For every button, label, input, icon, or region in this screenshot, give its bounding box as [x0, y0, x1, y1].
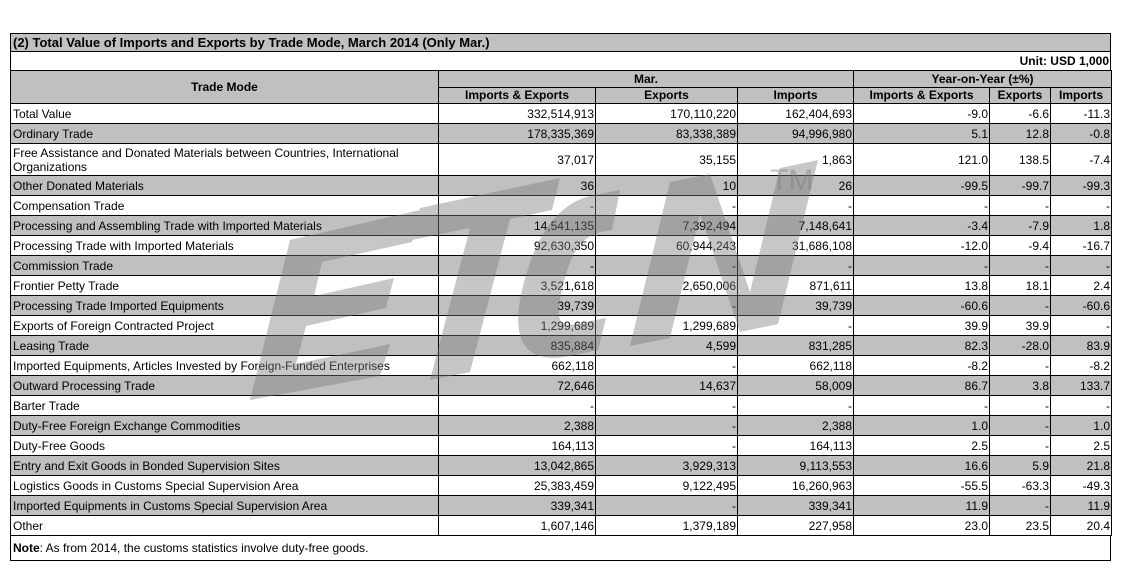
yoy-exports-cell: -63.3	[990, 476, 1051, 496]
table-row	[11, 416, 1112, 436]
yoy-imports-cell: 133.7	[1051, 376, 1112, 396]
imports-cell: 831,285	[738, 336, 854, 356]
table-body	[11, 104, 1112, 536]
header-yoy-exports: Exports	[990, 87, 1051, 104]
yoy-exports-cell: -	[990, 396, 1051, 416]
trade-mode-cell: Frontier Petty Trade	[11, 276, 439, 296]
table-row	[11, 276, 1112, 296]
imports-exports-cell: 13,042,865	[439, 456, 596, 476]
table-row	[11, 476, 1112, 496]
header-yoy: Year-on-Year (±%)	[854, 71, 1112, 88]
note-label: Note	[13, 541, 40, 555]
imports-cell: 871,611	[738, 276, 854, 296]
yoy-imports-cell: 1.0	[1051, 416, 1112, 436]
imports-exports-cell: 92,630,350	[439, 236, 596, 256]
yoy-imports-cell: -7.4	[1051, 144, 1112, 176]
imports-exports-cell: 339,341	[439, 496, 596, 516]
imports-exports-cell: 178,335,369	[439, 124, 596, 144]
watermark-tm: TM	[770, 164, 814, 197]
imports-cell: 7,148,641	[738, 216, 854, 236]
exports-cell: 1,379,189	[596, 516, 738, 536]
exports-cell: -	[596, 436, 738, 456]
imports-cell: -	[738, 196, 854, 216]
exports-cell: 1,299,689	[596, 316, 738, 336]
table-row	[11, 256, 1112, 276]
yoy-imports-cell: -0.8	[1051, 124, 1112, 144]
exports-cell: -	[596, 256, 738, 276]
yoy-imports-exports-cell: 82.3	[854, 336, 990, 356]
header-exports: Exports	[596, 87, 738, 104]
exports-cell: 7,392,494	[596, 216, 738, 236]
trade-mode-cell: Commission Trade	[11, 256, 439, 276]
yoy-exports-cell: 5.9	[990, 456, 1051, 476]
yoy-imports-exports-cell: -	[854, 196, 990, 216]
trade-mode-cell: Free Assistance and Donated Materials between Countries, International Organizations	[11, 144, 439, 176]
exports-cell: -	[596, 396, 738, 416]
imports-exports-cell: 39,739	[439, 296, 596, 316]
yoy-exports-cell: -	[990, 436, 1051, 456]
imports-cell: -	[738, 316, 854, 336]
exports-cell: 14,637	[596, 376, 738, 396]
imports-cell: 26	[738, 176, 854, 196]
exports-cell: 4,599	[596, 336, 738, 356]
yoy-exports-cell: -	[990, 416, 1051, 436]
yoy-exports-cell: -	[990, 496, 1051, 516]
exports-cell: -	[596, 296, 738, 316]
yoy-imports-cell: -8.2	[1051, 356, 1112, 376]
imports-cell: 39,739	[738, 296, 854, 316]
trade-mode-cell: Ordinary Trade	[11, 124, 439, 144]
yoy-imports-cell: 21.8	[1051, 456, 1112, 476]
trade-mode-cell: Processing Trade with Imported Materials	[11, 236, 439, 256]
exports-cell: -	[596, 356, 738, 376]
yoy-imports-cell: 11.9	[1051, 496, 1112, 516]
trade-mode-cell: Logistics Goods in Customs Special Supervision Area	[11, 476, 439, 496]
yoy-imports-exports-cell: -	[854, 396, 990, 416]
yoy-imports-cell: -	[1051, 316, 1112, 336]
table-row	[11, 356, 1112, 376]
yoy-exports-cell: -7.9	[990, 216, 1051, 236]
imports-cell: 9,113,553	[738, 456, 854, 476]
trade-mode-cell: Barter Trade	[11, 396, 439, 416]
yoy-exports-cell: 12.8	[990, 124, 1051, 144]
yoy-imports-exports-cell: -3.4	[854, 216, 990, 236]
table-row	[11, 436, 1112, 456]
table-row	[11, 516, 1112, 536]
yoy-imports-exports-cell: -60.6	[854, 296, 990, 316]
table-row	[11, 456, 1112, 476]
imports-cell: 2,388	[738, 416, 854, 436]
exports-cell: -	[596, 416, 738, 436]
trade-mode-cell: Other Donated Materials	[11, 176, 439, 196]
imports-cell: -	[738, 396, 854, 416]
yoy-imports-exports-cell: 23.0	[854, 516, 990, 536]
footnote	[10, 536, 1111, 561]
imports-exports-cell: 662,118	[439, 356, 596, 376]
note-text: : As from 2014, the customs statistics involve duty-free goods.	[39, 541, 369, 555]
trade-mode-cell: Total Value	[11, 104, 439, 124]
exports-cell: 60,944,243	[596, 236, 738, 256]
yoy-exports-cell: -	[990, 296, 1051, 316]
imports-exports-cell: 332,514,913	[439, 104, 596, 124]
trade-mode-cell: Duty-Free Foreign Exchange Commodities	[11, 416, 439, 436]
yoy-imports-exports-cell: 2.5	[854, 436, 990, 456]
imports-cell: 1,863	[738, 144, 854, 176]
imports-exports-cell: 1,607,146	[439, 516, 596, 536]
yoy-exports-cell: 138.5	[990, 144, 1051, 176]
exports-cell: 170,110,220	[596, 104, 738, 124]
trade-mode-table	[10, 70, 1112, 536]
yoy-imports-exports-cell: 5.1	[854, 124, 990, 144]
yoy-imports-cell: -49.3	[1051, 476, 1112, 496]
yoy-exports-cell: -	[990, 196, 1051, 216]
exports-cell: 3,929,313	[596, 456, 738, 476]
yoy-imports-exports-cell: -8.2	[854, 356, 990, 376]
yoy-imports-exports-cell: 39.9	[854, 316, 990, 336]
exports-cell: -	[596, 496, 738, 516]
exports-cell: 10	[596, 176, 738, 196]
imports-exports-cell: 2,388	[439, 416, 596, 436]
trade-mode-cell: Exports of Foreign Contracted Project	[11, 316, 439, 336]
yoy-imports-cell: 2.5	[1051, 436, 1112, 456]
yoy-imports-exports-cell: -99.5	[854, 176, 990, 196]
table-row	[11, 196, 1112, 216]
imports-exports-cell: 37,017	[439, 144, 596, 176]
imports-cell: 31,686,108	[738, 236, 854, 256]
imports-exports-cell: 25,383,459	[439, 476, 596, 496]
imports-cell: 94,996,980	[738, 124, 854, 144]
trade-table-container	[10, 33, 1111, 561]
imports-cell: 339,341	[738, 496, 854, 516]
imports-exports-cell: -	[439, 256, 596, 276]
table-row	[11, 396, 1112, 416]
table-row	[11, 144, 1112, 176]
trade-mode-cell: Outward Processing Trade	[11, 376, 439, 396]
yoy-imports-exports-cell: 13.8	[854, 276, 990, 296]
table-row	[11, 496, 1112, 516]
table-row	[11, 336, 1112, 356]
trade-mode-cell: Imported Equipments, Articles Invested by Foreign-Funded Enterprises	[11, 356, 439, 376]
trade-mode-cell: Leasing Trade	[11, 336, 439, 356]
imports-exports-cell: 164,113	[439, 436, 596, 456]
table-row	[11, 316, 1112, 336]
yoy-imports-cell: 20.4	[1051, 516, 1112, 536]
trade-mode-cell: Duty-Free Goods	[11, 436, 439, 456]
table-title: (2) Total Value of Imports and Exports by Trade Mode, March 2014 (Only Mar.)	[10, 33, 1111, 52]
imports-cell: 164,113	[738, 436, 854, 456]
yoy-imports-cell: -60.6	[1051, 296, 1112, 316]
yoy-imports-exports-cell: 11.9	[854, 496, 990, 516]
imports-exports-cell: 14,541,135	[439, 216, 596, 236]
yoy-imports-exports-cell: -55.5	[854, 476, 990, 496]
trade-mode-cell: Compensation Trade	[11, 196, 439, 216]
unit-label: Unit: USD 1,000	[10, 52, 1111, 70]
yoy-imports-cell: -16.7	[1051, 236, 1112, 256]
imports-cell: 662,118	[738, 356, 854, 376]
table-row	[11, 176, 1112, 196]
header-trade-mode: Trade Mode	[11, 71, 439, 104]
imports-cell: 16,260,963	[738, 476, 854, 496]
header-yoy-imports: Imports	[1051, 87, 1112, 104]
imports-exports-cell: 835,884	[439, 336, 596, 356]
exports-cell: 2,650,006	[596, 276, 738, 296]
yoy-exports-cell: -6.6	[990, 104, 1051, 124]
imports-exports-cell: 36	[439, 176, 596, 196]
yoy-imports-cell: 2.4	[1051, 276, 1112, 296]
exports-cell: 83,338,389	[596, 124, 738, 144]
imports-exports-cell: -	[439, 196, 596, 216]
imports-cell: 227,958	[738, 516, 854, 536]
table-row	[11, 104, 1112, 124]
table-row	[11, 236, 1112, 256]
yoy-imports-cell: -99.3	[1051, 176, 1112, 196]
imports-exports-cell: 1,299,689	[439, 316, 596, 336]
imports-exports-cell: 72,646	[439, 376, 596, 396]
yoy-imports-cell: -11.3	[1051, 104, 1112, 124]
yoy-exports-cell: -28.0	[990, 336, 1051, 356]
yoy-imports-cell: 83.9	[1051, 336, 1112, 356]
exports-cell: -	[596, 196, 738, 216]
yoy-imports-exports-cell: 86.7	[854, 376, 990, 396]
imports-cell: 162,404,693	[738, 104, 854, 124]
yoy-imports-exports-cell: -12.0	[854, 236, 990, 256]
yoy-exports-cell: 39.9	[990, 316, 1051, 336]
header-yoy-imports-exports: Imports & Exports	[854, 87, 990, 104]
yoy-imports-exports-cell: -	[854, 256, 990, 276]
trade-mode-cell: Processing and Assembling Trade with Imported Materials	[11, 216, 439, 236]
yoy-exports-cell: 18.1	[990, 276, 1051, 296]
imports-exports-cell: -	[439, 396, 596, 416]
table-row	[11, 376, 1112, 396]
exports-cell: 9,122,495	[596, 476, 738, 496]
table-row	[11, 216, 1112, 236]
table-row	[11, 124, 1112, 144]
yoy-imports-exports-cell: -9.0	[854, 104, 990, 124]
exports-cell: 35,155	[596, 144, 738, 176]
header-imports: Imports	[738, 87, 854, 104]
trade-mode-cell: Entry and Exit Goods in Bonded Supervision Sites	[11, 456, 439, 476]
yoy-exports-cell: -9.4	[990, 236, 1051, 256]
header-imports-exports: Imports & Exports	[439, 87, 596, 104]
yoy-exports-cell: -	[990, 356, 1051, 376]
table-row	[11, 296, 1112, 316]
yoy-imports-exports-cell: 1.0	[854, 416, 990, 436]
yoy-imports-cell: 1.8	[1051, 216, 1112, 236]
imports-cell: 58,009	[738, 376, 854, 396]
yoy-exports-cell: 23.5	[990, 516, 1051, 536]
yoy-imports-cell: -	[1051, 396, 1112, 416]
yoy-imports-exports-cell: 16.6	[854, 456, 990, 476]
imports-cell: -	[738, 256, 854, 276]
yoy-imports-cell: -	[1051, 256, 1112, 276]
yoy-imports-exports-cell: 121.0	[854, 144, 990, 176]
yoy-exports-cell: 3.8	[990, 376, 1051, 396]
imports-exports-cell: 3,521,618	[439, 276, 596, 296]
yoy-exports-cell: -	[990, 256, 1051, 276]
header-mar: Mar.	[439, 71, 854, 88]
trade-mode-cell: Processing Trade Imported Equipments	[11, 296, 439, 316]
trade-mode-cell: Other	[11, 516, 439, 536]
trade-mode-cell: Imported Equipments in Customs Special Supervision Area	[11, 496, 439, 516]
yoy-exports-cell: -99.7	[990, 176, 1051, 196]
yoy-imports-cell: -	[1051, 196, 1112, 216]
